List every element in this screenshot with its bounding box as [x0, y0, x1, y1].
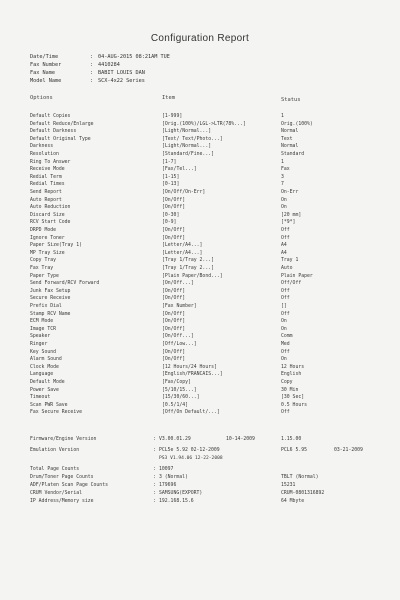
row-option: Default Original Type — [30, 136, 91, 142]
table-row — [30, 190, 378, 196]
row-status: A4 — [281, 243, 287, 249]
row-option: Auto Reduction — [30, 205, 71, 211]
column-header-item: Item — [162, 95, 175, 101]
table-row — [30, 220, 378, 226]
row-item: [On/Off] — [162, 205, 186, 211]
summary-row — [30, 483, 378, 490]
row-item: [On/Off] — [162, 357, 186, 363]
summary-status: 1.15.00 — [281, 437, 302, 442]
row-status: Copy — [281, 380, 293, 385]
row-item: [1-15] — [162, 174, 180, 180]
row-item: [0-9] — [162, 220, 177, 226]
row-status: [] — [281, 304, 287, 309]
row-option: Default Mode — [30, 380, 65, 385]
row-item: [Plain Paper/Bond...] — [162, 273, 223, 279]
row-status: On-Err — [281, 190, 299, 195]
table-row — [30, 228, 378, 234]
row-item: [English/FRANCAIS...] — [162, 372, 223, 378]
table-row — [30, 258, 378, 264]
row-option: Key Sound — [30, 349, 56, 355]
header-value: 4410284 — [98, 62, 120, 68]
row-status: On — [281, 326, 287, 332]
table-row — [30, 243, 378, 249]
row-item: [Tray 1/Tray 2...] — [162, 258, 214, 264]
row-item: [On/Off...] — [162, 281, 194, 287]
row-item: [On/Off] — [162, 349, 186, 355]
table-row — [30, 281, 378, 287]
summary-key: Firmware/Engine Version — [30, 437, 97, 442]
row-option: Timeout — [30, 395, 51, 401]
table-row — [30, 274, 378, 280]
summary-row — [30, 475, 378, 482]
summary-colon: : — [153, 448, 156, 453]
summary-row — [30, 491, 378, 498]
table-row — [30, 122, 378, 128]
row-status: Off — [281, 235, 290, 241]
row-option: Resolution — [30, 152, 59, 157]
row-status: 30 Min — [281, 387, 299, 393]
column-header-status: Status — [281, 97, 301, 103]
row-status: 0.5 Hours — [281, 402, 307, 408]
header-label: Fax Number — [30, 62, 62, 68]
summary-status: PCL6 5.95 — [281, 448, 307, 453]
row-item: [Off/Low...] — [162, 342, 197, 347]
row-status: Orig.(100%) — [281, 121, 313, 127]
row-item: [0-13] — [162, 182, 180, 188]
summary-colon: : — [153, 483, 156, 488]
header-value: SCX-4x22 Series — [98, 78, 145, 84]
row-status: Off — [281, 349, 290, 355]
row-status: Text — [281, 136, 293, 142]
row-status: Plain Paper — [281, 273, 313, 279]
row-status: Fax — [281, 167, 290, 173]
summary-colon: : — [153, 491, 156, 496]
header-label: Model Name — [30, 78, 62, 84]
table-row — [30, 236, 378, 242]
row-status: Med — [281, 342, 290, 347]
row-status: 1 — [281, 159, 284, 165]
table-row — [30, 403, 378, 409]
row-item: [On/Off] — [162, 311, 186, 317]
row-item: [On/Off] — [162, 197, 186, 203]
row-status: Auto — [281, 266, 293, 271]
table-row — [30, 182, 378, 188]
row-option: Ring To Answer — [30, 159, 71, 165]
row-option: DRPD Mode — [30, 228, 56, 233]
row-item: [On/Off] — [162, 288, 186, 294]
row-option: Image TCR — [30, 326, 56, 332]
row-status: On — [281, 197, 287, 203]
summary-row — [30, 448, 378, 455]
row-option: Ringer — [30, 342, 48, 347]
table-row — [30, 304, 378, 310]
row-item: [On/Off] — [162, 235, 186, 241]
table-row — [30, 334, 378, 340]
table-row — [30, 372, 378, 378]
table-row — [30, 296, 378, 302]
row-status: Normal — [281, 144, 299, 150]
row-status: Off — [281, 311, 290, 317]
row-option: Darkness — [30, 144, 54, 150]
row-item: [Light/Normal...] — [162, 144, 212, 150]
header-value: 04-AUG-2015 08:21AM TUE — [98, 54, 170, 60]
table-row — [30, 152, 378, 158]
row-item: [12 Hours/24 Hours] — [162, 364, 217, 370]
table-row — [30, 137, 378, 143]
summary-colon: : — [153, 499, 156, 504]
header-label: Date/Time — [30, 54, 59, 60]
table-row — [30, 160, 378, 166]
summary-value: 10097 — [159, 467, 174, 472]
header-colon: : — [90, 70, 94, 76]
row-option: Fax Secure Receive — [30, 410, 82, 416]
row-option: Default Reduce/Enlarge — [30, 121, 94, 127]
header-label: Fax Name — [30, 70, 55, 76]
header-colon: : — [90, 62, 94, 68]
table-row — [30, 266, 378, 272]
table-row — [30, 205, 378, 211]
row-item: [On/Off...] — [162, 334, 194, 340]
table-row — [30, 380, 378, 386]
row-option: Send Report — [30, 190, 62, 195]
row-item: [0-30] — [162, 212, 180, 218]
table-row — [30, 357, 378, 363]
row-option: Paper Size(Tray 1) — [30, 243, 82, 249]
row-item: [Orig.(100%)/LGL->LTR(78%...] — [162, 121, 246, 127]
summary-colon: : — [153, 437, 156, 442]
row-status: Tray 1 — [281, 258, 299, 264]
table-row — [30, 129, 378, 135]
column-header-options: Options — [30, 95, 53, 101]
summary-value: V3.00.01.29 — [159, 437, 191, 442]
row-option: Receive Mode — [30, 167, 65, 173]
header-row — [30, 70, 145, 76]
row-option: Default Copies — [30, 114, 71, 119]
row-option: Send Forward/RCV Forward — [30, 281, 100, 287]
summary-status-secondary: 03-21-2009 — [334, 448, 363, 453]
row-status: Off — [281, 288, 290, 294]
summary-key: ADF/Platen Scan Page Counts — [30, 483, 108, 488]
row-option: Default Darkness — [30, 129, 77, 135]
header-value: BABIT LOUIS DAN — [98, 70, 145, 76]
row-option: MP Tray Size — [30, 250, 65, 256]
row-status: Normal — [281, 129, 299, 135]
row-item: [Letter/A4...] — [162, 243, 203, 249]
table-row — [30, 251, 378, 257]
row-status: Off/Off — [281, 281, 302, 287]
summary-status: CRUM-0801316892 — [281, 491, 325, 496]
summary-key: Drum/Toner Page Counts — [30, 475, 94, 480]
page-title: Configuration Report — [150, 33, 250, 44]
summary-colon: : — [153, 467, 156, 472]
row-status: Off — [281, 228, 290, 233]
summary-status: 64 Mbyte — [281, 499, 305, 504]
row-item: [On/Off/On-Err] — [162, 190, 206, 195]
row-option: Secure Receive — [30, 296, 71, 302]
row-option: Ignore Toner — [30, 235, 65, 241]
summary-key: IP Address/Memory size — [30, 499, 94, 504]
row-status: [20 mm] — [281, 212, 302, 218]
row-item: [On/Off] — [162, 319, 186, 325]
row-status: On — [281, 319, 287, 325]
table-row — [30, 289, 378, 295]
table-row — [30, 327, 378, 333]
row-item: [Standard/Fine...] — [162, 152, 214, 157]
row-option: Alarm Sound — [30, 357, 62, 363]
table-row — [30, 342, 378, 348]
row-option: Redial Term — [30, 174, 62, 180]
row-status: [30 Sec] — [281, 395, 305, 401]
row-item: [Tray 1/Tray 2...] — [162, 266, 214, 271]
summary-value: 3 (Normal) — [159, 475, 188, 480]
row-option: Clock Mode — [30, 364, 59, 370]
summary-value: 192.168.15.6 — [159, 499, 194, 504]
row-option: Fax Tray — [30, 266, 54, 271]
table-row — [30, 410, 378, 416]
header-colon: : — [90, 54, 94, 60]
summary-value: PCL5e 5.92 02-12-2009 — [159, 448, 220, 453]
table-row — [30, 365, 378, 371]
row-option: Paper Type — [30, 273, 59, 279]
table-row — [30, 114, 378, 120]
row-item: [Light/Normal...] — [162, 129, 212, 135]
row-status: English — [281, 372, 302, 378]
row-status: A4 — [281, 250, 287, 256]
table-row — [30, 213, 378, 219]
summary-value-secondary: 10-14-2009 — [226, 437, 255, 442]
table-row — [30, 395, 378, 401]
row-item: [0.5/1/4] — [162, 402, 188, 408]
row-item: [Fax/Tel...] — [162, 167, 197, 173]
row-option: Language — [30, 372, 54, 378]
row-status: 7 — [281, 182, 284, 188]
row-item: [Letter/A4...] — [162, 250, 203, 256]
row-option: Copy Tray — [30, 258, 56, 264]
row-item: [Text/ Text/Photo...] — [162, 136, 223, 142]
header-row — [30, 62, 120, 68]
table-row — [30, 167, 378, 173]
row-item: [5/10/15...] — [162, 387, 197, 393]
row-status: On — [281, 205, 287, 211]
row-option: Auto Report — [30, 197, 62, 203]
row-option: Power Save — [30, 387, 59, 393]
summary-key: Emulation Version — [30, 448, 80, 453]
emulation-sub-version: PS3 V1.94.06 12-22-2008 — [159, 456, 223, 461]
header-row — [30, 54, 170, 60]
summary-status: 15231 — [281, 483, 296, 488]
row-item: [1-7] — [162, 159, 177, 165]
row-item: [Off/On Default/...] — [162, 410, 220, 416]
table-row — [30, 198, 378, 204]
row-item: [Fax/Copy] — [162, 380, 191, 385]
row-status: 12 Hours — [281, 364, 305, 370]
summary-status: TBLT (Normal) — [281, 475, 319, 480]
row-status: 1 — [281, 114, 284, 119]
row-status: Comm — [281, 334, 293, 340]
row-status: 3 — [281, 174, 284, 180]
row-option: Speaker — [30, 334, 51, 340]
table-row — [30, 175, 378, 181]
table-row — [30, 312, 378, 318]
row-option: RCV Start Code — [30, 220, 71, 226]
header-row — [30, 78, 145, 84]
summary-colon: : — [153, 475, 156, 480]
row-status: [*9*] — [281, 220, 296, 226]
row-option: ECM Mode — [30, 319, 54, 325]
row-item: [1-999] — [162, 114, 183, 119]
table-row — [30, 319, 378, 325]
row-status: Standard — [281, 152, 305, 157]
row-status: Off — [281, 410, 290, 416]
row-item: [On/Off] — [162, 228, 186, 233]
row-status: On — [281, 357, 287, 363]
summary-value: SAMSUNG(EXPORT) — [159, 491, 203, 496]
row-item: [15/30/60...] — [162, 395, 200, 401]
summary-row — [30, 437, 378, 444]
summary-key: CRUM Vendor/Serial — [30, 491, 82, 496]
row-status: Off — [281, 296, 290, 302]
row-option: Scan PWR Save — [30, 402, 68, 408]
summary-row — [30, 499, 378, 506]
summary-value: 179696 — [159, 483, 177, 488]
row-option: Redial Times — [30, 182, 65, 188]
summary-row — [30, 467, 378, 474]
row-option: Stamp RCV Name — [30, 311, 71, 317]
header-colon: : — [90, 78, 94, 84]
row-item: [Fax Number] — [162, 304, 197, 309]
summary-key: Total Page Counts — [30, 467, 80, 472]
row-option: Junk Fax Setup — [30, 288, 71, 294]
table-row — [30, 350, 378, 356]
table-row — [30, 144, 378, 150]
row-item: [On/Off] — [162, 326, 186, 332]
row-option: Prefix Dial — [30, 304, 62, 309]
table-row — [30, 388, 378, 394]
row-item: [On/Off] — [162, 296, 186, 302]
row-option: Discard Size — [30, 212, 65, 218]
